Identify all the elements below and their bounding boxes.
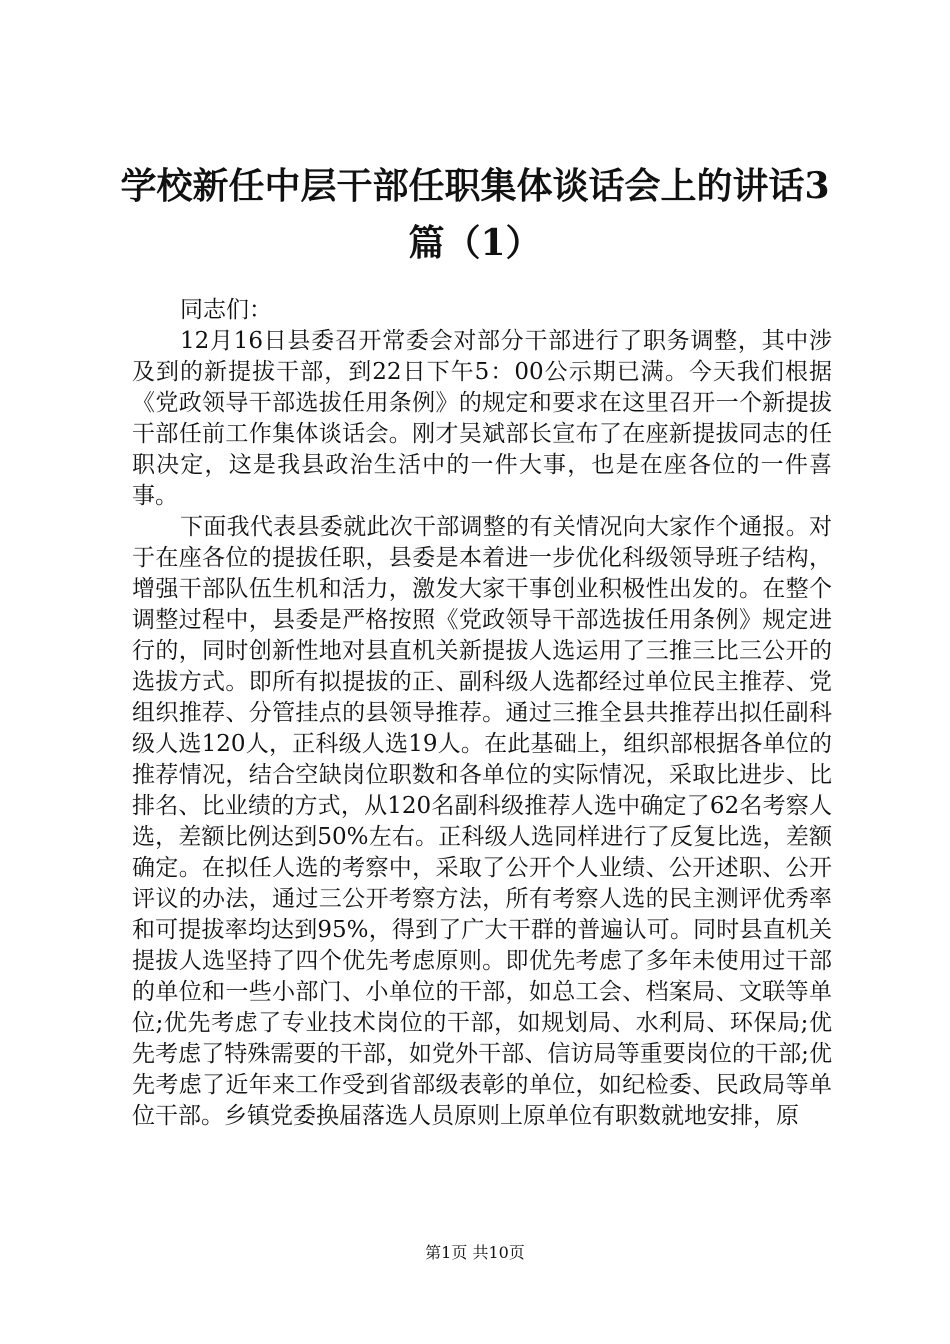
page-footer: 第1页 共10页 <box>425 1243 525 1262</box>
paragraph-1: 12月16日县委召开常委会对部分干部进行了职务调整，其中涉及到的新提拔干部，到22日下午5：00公示期已满。今天我们根据《党政领导干部选拔任用条例》的规定和要求在这里召开一个新提拔干部任前工作集体谈话会。刚才吴斌部长宣布了在座新提拔同志的任职决定，这是我县政治生活中的一件大事，也是在座各位的一件喜事。 <box>132 328 832 509</box>
paragraph-2: 下面我代表县委就此次干部调整的有关情况向大家作个通报。对于在座各位的提拔任职，县委是本着进一步优化科级领导班子结构，增强干部队伍生机和活力，激发大家干事创业积极性出发的。在整个调整过程中，县委是严格按照《党政领导干部选拔任用条例》规定进行的，同时创新性地对县直机关新提拔人选运用了三推三比三公开的选拔方式。即所有拟提拔的正、副科级人选都经过单位民主推荐、党组织推荐、分管挂点的县领导推荐。通过三推全县共推荐出拟任副科级人选120人，正科级人选19人。在此基础上，组织部根据各单位的推荐情况，结合空缺岗位职数和各单位的实际情况，采取比进步、比排名、比业绩的方式，从120名副科级推荐人选中确定了62名考察人选，差额比例达到50%左右。正科级人选同样进行了反复比选，差额确定。在拟任人选的考察中，采取了公开个人业绩、公开述职、公开评议的办法，通过三公开考察方法，所有考察人选的民主测评优秀率和可提拔率均达到95%，得到了广大干群的普遍认可。同时县直机关提拔人选坚持了四个优先考虑原则。即优先考虑了多年未使用过干部的单位和一些小部门、小单位的干部，如总工会、档案局、文联等单位;优先考虑了专业技术岗位的干部，如规划局、水利局、环保局;优先考虑了特殊需要的干部，如党外干部、信访局等重要岗位的干部;优先考虑了近年来工作受到省部级表彰的单位，如纪检委、民政局等单位干部。乡镇党委换届落选人员原则上原单位有职数就地安排，原 <box>132 514 832 1129</box>
document-body <box>132 295 832 1132</box>
document-title: 学校新任中层干部任职集体谈话会上的讲话3篇（1） <box>120 165 830 264</box>
salutation: 同志们： <box>180 297 272 323</box>
